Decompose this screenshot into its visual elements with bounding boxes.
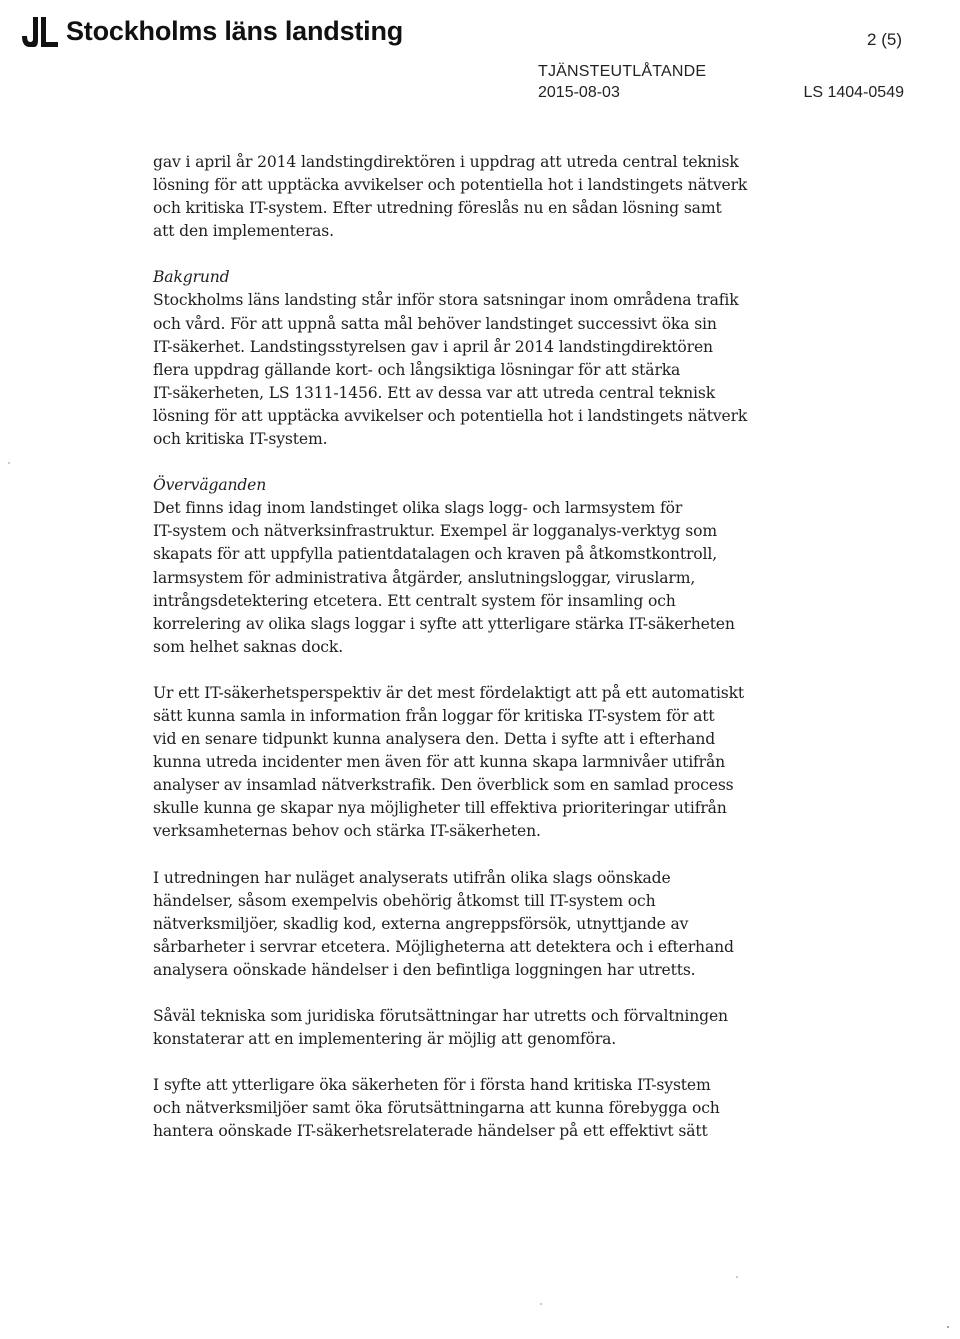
- text-line: IT-säkerhet. Landstingsstyrelsen gav i april år 2014 landstingdirektören: [153, 337, 713, 356]
- text-line: flera uppdrag gällande kort- och långsiktiga lösningar för att stärka: [153, 360, 681, 379]
- text-line: verksamheternas behov och stärka IT-säkerheten.: [153, 822, 541, 841]
- page-number: 2 (5): [867, 30, 902, 49]
- text-line: hantera oönskade IT-säkerhetsrelaterade händelser på ett effektivt sätt: [153, 1122, 708, 1141]
- text-line: och vård. För att uppnå satta mål behöver landstinget successivt öka sin: [153, 314, 717, 333]
- text-line: och nätverksmiljöer samt öka förutsättningarna att kunna förebygga och: [153, 1099, 720, 1118]
- paragraph: [153, 1005, 773, 1051]
- scan-speck: [736, 1276, 738, 1278]
- text-line: Såväl tekniska som juridiska förutsättningar har utretts och förvaltningen: [153, 1007, 728, 1025]
- text-line: Ur ett IT-säkerhetsperspektiv är det mest fördelaktigt att på ett automatiskt: [153, 683, 745, 702]
- document-type: TJÄNSTEUTLÅTANDE: [538, 63, 707, 80]
- intro-paragraph: [153, 151, 773, 243]
- scan-speck: [947, 1326, 949, 1328]
- text-line: intrångsdetektering etcetera. Ett centralt system för insamling och: [153, 591, 676, 610]
- text-line: Stockholms läns landsting står inför stora satsningar inom områdena trafik: [153, 291, 739, 310]
- text-line: och kritiska IT-system. Efter utredning föreslås nu en sådan lösning samt: [153, 199, 722, 218]
- text-line: lösning för att upptäcka avvikelser och potentiella hot i landstingets nätverk: [153, 406, 748, 425]
- text-line: gav i april år 2014 landstingdirektören i uppdrag att utreda central teknisk: [153, 153, 739, 171]
- section-heading: Bakgrund: [153, 268, 230, 287]
- section-overvaganden: [153, 474, 773, 659]
- text-line: som helhet saknas dock.: [153, 637, 343, 656]
- scan-speck: [540, 1303, 542, 1305]
- section-bakgrund: [153, 266, 773, 451]
- text-line: analysera oönskade händelser i den befintliga loggningen har utretts.: [153, 960, 696, 979]
- text-line: I utredningen har nuläget analyserats utifrån olika slags oönskade: [153, 868, 671, 887]
- text-line: kunna utreda incidenter men även för att kunna skapa larmnivåer utifrån: [153, 753, 726, 772]
- text-line: lösning för att upptäcka avvikelser och potentiella hot i landstingets nätverk: [153, 176, 748, 195]
- text-line: skapats för att uppfylla patientdatalagen och kraven på åtkomstkontroll,: [153, 545, 718, 564]
- organization-name: Stockholms läns landsting: [66, 16, 404, 46]
- paragraph: [153, 867, 773, 982]
- text-line: nätverksmiljöer, skadlig kod, externa angreppsförsök, utnyttjande av: [153, 914, 689, 933]
- document-date: 2015-08-03: [538, 84, 620, 101]
- text-line: Det finns idag inom landstinget olika slags logg- och larmsystem för: [153, 499, 683, 518]
- text-line: IT-säkerheten, LS 1311-1456. Ett av dessa var att utreda central teknisk: [153, 383, 716, 402]
- text-line: vid en senare tidpunkt kunna analysera den. Detta i syfte att i efterhand: [153, 730, 716, 749]
- text-line: och kritiska IT-system.: [153, 430, 328, 449]
- text-line: händelser, såsom exempelvis obehörig åtkomst till IT-system och: [153, 891, 656, 910]
- text-line: sätt kunna samla in information från loggar för kritiska IT-system för att: [153, 706, 715, 725]
- paragraph: [153, 1074, 773, 1143]
- paragraph: [153, 682, 773, 844]
- document-header: [0, 0, 960, 110]
- text-line: analyser av insamlad nätverkstrafik. Den överblick som en samlad process: [153, 776, 734, 795]
- document-body: [153, 151, 773, 1143]
- text-line: sårbarheter i servrar etcetera. Möjligheterna att detektera och i efterhand: [153, 937, 734, 956]
- text-line: IT-system och nätverksinfrastruktur. Exempel är logganalys-verktyg som: [153, 522, 718, 541]
- text-line: larmsystem för administrativa åtgärder, anslutningsloggar, viruslarm,: [153, 568, 696, 587]
- section-heading: Överväganden: [153, 476, 267, 495]
- sll-logo-icon: [18, 14, 60, 50]
- document-reference: LS 1404-0549: [803, 84, 904, 101]
- scan-speck: [8, 462, 10, 464]
- text-line: att den implementeras.: [153, 222, 334, 241]
- text-line: I syfte att ytterligare öka säkerheten för i första hand kritiska IT-system: [153, 1076, 711, 1095]
- text-line: korrelering av olika slags loggar i syfte att ytterligare stärka IT-säkerheten: [153, 614, 735, 633]
- text-line: konstaterar att en implementering är möjlig att genomföra.: [153, 1030, 617, 1049]
- text-line: skulle kunna ge skapar nya möjligheter till effektiva prioriteringar utifrån: [153, 799, 727, 818]
